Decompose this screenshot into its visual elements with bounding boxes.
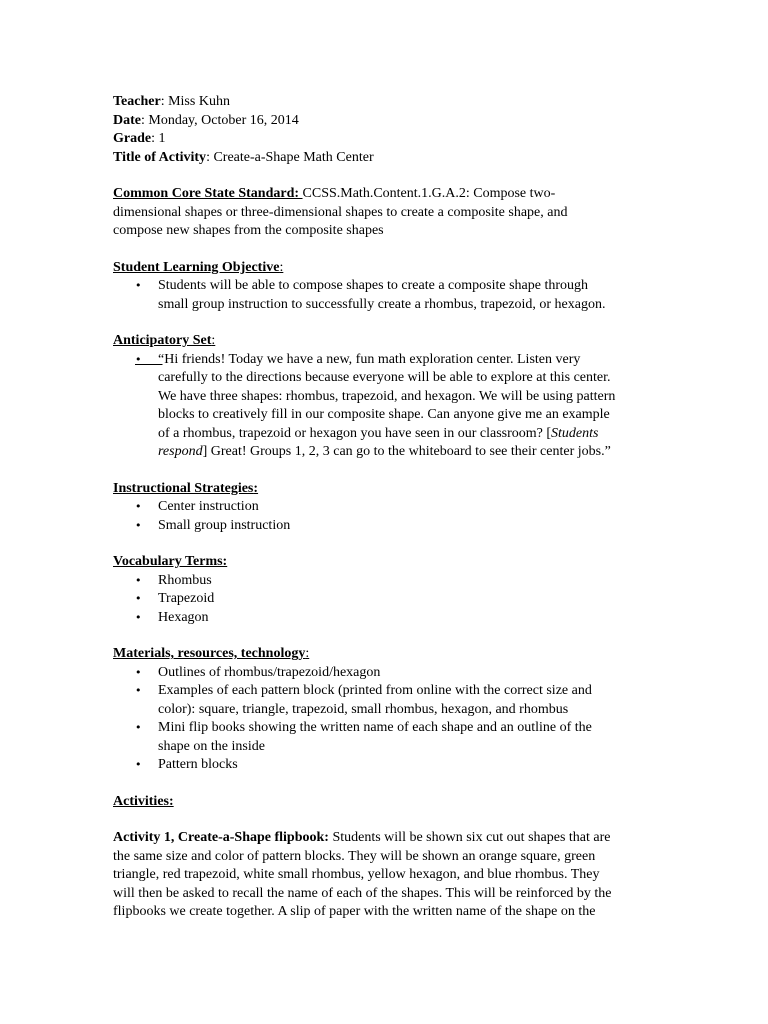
materials-heading xyxy=(113,645,643,664)
bullet-icon: • xyxy=(135,518,142,532)
list-item xyxy=(113,572,643,591)
standard-line-3: compose new shapes from the composite shapes xyxy=(113,223,384,238)
lesson-plan-content xyxy=(113,93,643,922)
bullet-icon: • xyxy=(135,592,142,605)
spacer xyxy=(113,775,643,793)
standard-label: Common Core State Standard: xyxy=(113,186,303,201)
strategies-heading-text: Instructional Strategies xyxy=(113,480,254,496)
bullet-icon: • xyxy=(135,279,142,292)
title-value: : Create-a-Shape Math Center xyxy=(206,149,374,165)
strategy-item-2: Small group instruction xyxy=(158,517,291,533)
objective-text-1: Students will be able to compose shapes to create a composite shape through xyxy=(158,278,589,293)
bullet-icon: • xyxy=(135,500,142,513)
title-label: Title of Activity xyxy=(113,149,207,165)
list-item xyxy=(113,682,643,719)
strategies-heading xyxy=(113,480,643,499)
activity-1-line-2: the same size and color of pattern blocks. They will be shown an orange square, green xyxy=(113,848,596,864)
grade-line xyxy=(113,130,643,149)
date-label: Date xyxy=(113,112,141,128)
spacer xyxy=(113,462,643,480)
grade-label: Grade xyxy=(113,131,152,146)
vocabulary-heading: Vocabulary Terms: xyxy=(113,554,228,569)
title-line xyxy=(113,149,643,168)
anticipatory-italic-1: Students xyxy=(551,425,599,441)
materials-list xyxy=(113,664,643,775)
activity-1-label: Activity 1, Create-a-Shape flipbook: xyxy=(113,830,329,845)
grade-value: : 1 xyxy=(151,131,166,146)
standard-line-2: dimensional shapes or three-dimensional shapes to create a composite shape, and xyxy=(113,204,568,220)
strategies-colon: : xyxy=(253,480,259,496)
activities-heading-text: Activities xyxy=(113,793,169,809)
anticipatory-italic-2: respond xyxy=(158,444,203,459)
materials-colon: : xyxy=(305,646,310,661)
objective-heading xyxy=(113,259,643,278)
objective-heading-text: Student Learning Objective xyxy=(113,259,280,275)
material-item-2b: color): square, triangle, trapezoid, small rhombus, hexagon, and rhombus xyxy=(158,701,569,717)
spacer xyxy=(113,535,643,553)
activity-1-line-4: will then be asked to recall the name of each of the shapes. This will be reinforced by the xyxy=(113,885,612,901)
list-item xyxy=(113,517,643,536)
bullet-icon: • xyxy=(135,573,142,587)
material-item-3b: shape on the inside xyxy=(158,738,265,754)
date-line xyxy=(113,112,643,131)
bullet-icon: • xyxy=(135,758,142,771)
date-value: : Monday, October 16, 2014 xyxy=(141,112,299,128)
list-item xyxy=(113,719,643,756)
list-item xyxy=(113,498,643,517)
standard-line-1 xyxy=(113,185,643,204)
activity-1-line-5: flipbooks we create together. A slip of paper with the written name of the shape on the xyxy=(113,904,596,919)
bullet-icon: • xyxy=(135,610,142,624)
activity-1-line-1 xyxy=(113,829,643,848)
spacer xyxy=(113,811,643,829)
anticipatory-heading xyxy=(113,332,643,351)
strategy-item-1: Center instruction xyxy=(158,499,259,514)
activity-1-paragraph xyxy=(113,829,643,922)
standard-text-1: CCSS.Math.Content.1.G.A.2: Compose two- xyxy=(302,186,556,201)
bullet-icon: • xyxy=(135,665,142,679)
list-item xyxy=(113,756,643,775)
anticipatory-text-5 xyxy=(158,425,643,444)
anticipatory-text-4: blocks to creatively fill in our composite shape. Can anyone give me an example xyxy=(158,407,610,422)
objective-list xyxy=(113,277,643,314)
vocab-item-3: Hexagon xyxy=(158,609,209,625)
anticipatory-heading-text: Anticipatory Set xyxy=(113,333,212,348)
activities-colon: : xyxy=(168,793,174,809)
vocabulary-list xyxy=(113,572,643,628)
teacher-label: Teacher xyxy=(113,94,161,109)
anticipatory-text-1: “Hi friends! Today we have a new, fun math exploration center. Listen very xyxy=(158,351,581,367)
anticipatory-text-3: We have three shapes: rhombus, trapezoid, and hexagon. We will be using pattern xyxy=(158,388,616,404)
material-item-3a: Mini flip books showing the written name of each shape and an outline of the xyxy=(158,720,592,735)
bullet-char: • xyxy=(135,352,142,366)
anticipatory-text-6b: ] Great! Groups 1, 2, 3 can go to the whiteboard to see their center jobs.” xyxy=(202,444,611,459)
teacher-value: : Miss Kuhn xyxy=(160,94,230,109)
list-item xyxy=(113,277,643,314)
materials-heading-text: Materials, resources, technology xyxy=(113,646,306,661)
spacer xyxy=(113,167,643,185)
activity-1-line-3: triangle, red trapezoid, white small rhombus, yellow hexagon, and blue rhombus. They xyxy=(113,867,600,882)
spacer xyxy=(113,314,643,332)
strategies-list xyxy=(113,498,643,535)
anticipatory-text-2: carefully to the directions because everyone will be able to explore at this center. xyxy=(158,370,611,385)
list-item xyxy=(113,609,643,628)
objective-text-2: small group instruction to successfully create a rhombus, trapezoid, or hexagon. xyxy=(158,296,606,312)
activity-1-text-1: Students will be shown six cut out shapes that are xyxy=(328,830,611,845)
anticipatory-text-6 xyxy=(158,443,643,462)
spacer xyxy=(113,241,643,259)
bullet-icon: • xyxy=(135,684,142,697)
material-item-2a: Examples of each pattern block (printed from online with the correct size and xyxy=(158,683,592,698)
bullet-icon: • xyxy=(135,721,142,734)
spacer xyxy=(113,627,643,645)
anticipatory-list xyxy=(113,351,643,462)
objective-colon: : xyxy=(279,259,284,275)
list-item xyxy=(113,590,643,609)
material-item-1: Outlines of rhombus/trapezoid/hexagon xyxy=(158,664,381,680)
activities-heading xyxy=(113,793,643,812)
vocab-item-1: Rhombus xyxy=(158,572,212,588)
anticipatory-colon: : xyxy=(211,333,216,348)
anticipatory-text-5a: of a rhombus, trapezoid or hexagon you have seen in our classroom? [ xyxy=(158,425,552,441)
bullet-icon xyxy=(135,351,162,370)
material-item-4: Pattern blocks xyxy=(158,757,238,772)
list-item xyxy=(113,664,643,683)
list-item xyxy=(113,351,643,462)
vocab-item-2: Trapezoid xyxy=(158,591,215,606)
teacher-line xyxy=(113,93,643,112)
